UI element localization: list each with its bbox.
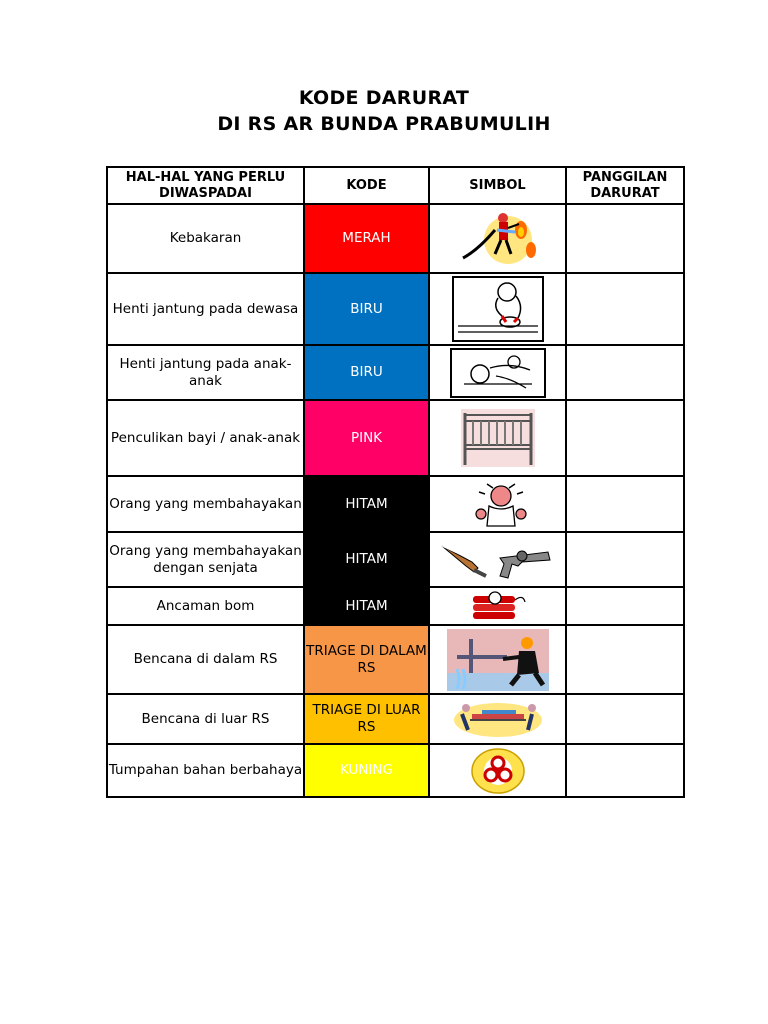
page-title: KODE DARURAT: [298, 87, 470, 109]
symbol-cell: [429, 400, 566, 476]
code-cell: HITAM: [304, 532, 429, 587]
hal-cell: Penculikan bayi / anak-anak: [107, 400, 304, 476]
call-cell[interactable]: [566, 587, 684, 625]
symbol-cell: [429, 532, 566, 587]
call-cell[interactable]: [566, 273, 684, 345]
call-cell[interactable]: [566, 744, 684, 797]
call-cell[interactable]: [566, 694, 684, 744]
call-cell[interactable]: [566, 625, 684, 694]
table-row: [107, 476, 684, 532]
call-cell[interactable]: [566, 345, 684, 400]
table-row: [107, 400, 684, 476]
knife-gun-icon: [438, 538, 558, 582]
page-subtitle: DI RS AR BUNDA PRABUMULIH: [217, 113, 551, 135]
code-cell: TRIAGE DI LUAR RS: [304, 694, 429, 744]
header-simbol: SIMBOL: [429, 167, 566, 204]
biohazard-icon: [470, 747, 526, 795]
call-cell[interactable]: [566, 476, 684, 532]
code-cell: KUNING: [304, 744, 429, 797]
hal-cell: Bencana di dalam RS: [107, 625, 304, 694]
symbol-cell: [429, 587, 566, 625]
code-cell: TRIAGE DI DALAM RS: [304, 625, 429, 694]
hal-cell: Orang yang membahayakan: [107, 476, 304, 532]
call-cell[interactable]: [566, 204, 684, 273]
symbol-cell: [429, 625, 566, 694]
code-cell: HITAM: [304, 476, 429, 532]
symbol-cell: [429, 744, 566, 797]
code-cell: HITAM: [304, 587, 429, 625]
table-header-row: [107, 167, 684, 204]
table-row: [107, 532, 684, 587]
hal-cell: Henti jantung pada dewasa: [107, 273, 304, 345]
symbol-cell: [429, 476, 566, 532]
call-cell[interactable]: [566, 400, 684, 476]
symbol-cell: [429, 345, 566, 400]
code-cell: BIRU: [304, 345, 429, 400]
cpr-child-icon: [450, 348, 546, 398]
table-row: [107, 204, 684, 273]
header-kode: KODE: [304, 167, 429, 204]
angry-person-icon: [463, 480, 533, 528]
code-cell: MERAH: [304, 204, 429, 273]
hal-cell: Ancaman bom: [107, 587, 304, 625]
table-row: [107, 273, 684, 345]
cpr-adult-icon: [452, 276, 544, 342]
code-cell: PINK: [304, 400, 429, 476]
hal-cell: Henti jantung pada anak-anak: [107, 345, 304, 400]
emergency-code-table: [106, 166, 685, 798]
table-row: [107, 345, 684, 400]
symbol-cell: [429, 273, 566, 345]
hal-cell: Tumpahan bahan berbahaya: [107, 744, 304, 797]
header-hal: HAL-HAL YANG PERLU DIWASPADAI: [107, 167, 304, 204]
plumber-icon: [447, 629, 549, 691]
crib-icon: [459, 405, 537, 471]
table-row: [107, 694, 684, 744]
firefighter-icon: [453, 210, 543, 268]
table-row: [107, 744, 684, 797]
table-row: [107, 625, 684, 694]
symbol-cell: [429, 694, 566, 744]
symbol-cell: [429, 204, 566, 273]
code-cell: BIRU: [304, 273, 429, 345]
hal-cell: Kebakaran: [107, 204, 304, 273]
table-row: [107, 587, 684, 625]
hal-cell: Bencana di luar RS: [107, 694, 304, 744]
call-cell[interactable]: [566, 532, 684, 587]
stretcher-icon: [452, 700, 544, 738]
hal-cell: Orang yang membahayakan dengan senjata: [107, 532, 304, 587]
header-panggilan: PANGGILAN DARURAT: [566, 167, 684, 204]
dynamite-icon: [469, 590, 527, 622]
